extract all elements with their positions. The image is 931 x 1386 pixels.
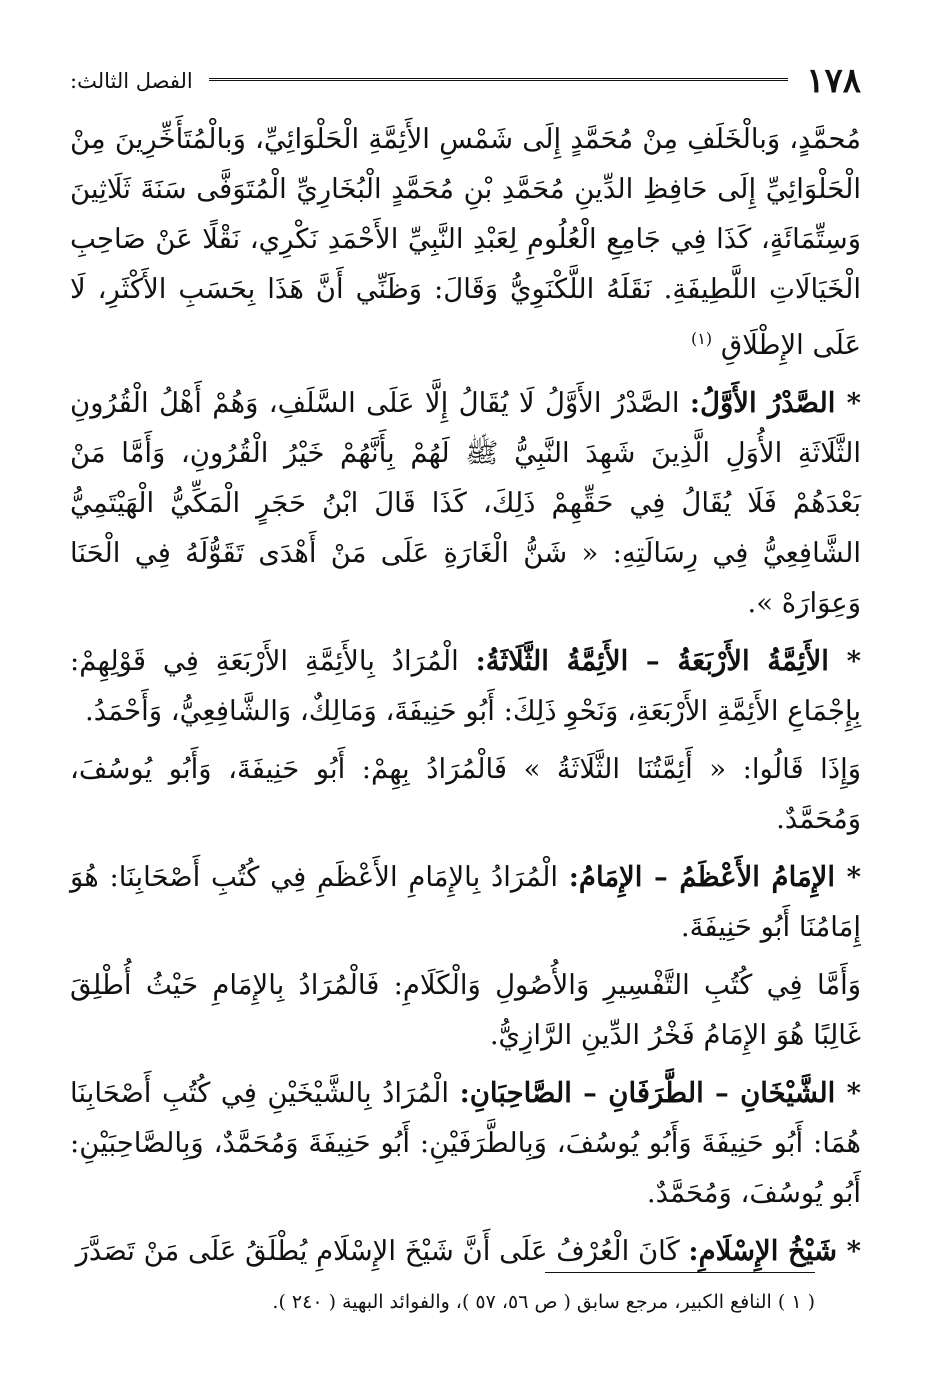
entry-four-imams bbox=[70, 636, 861, 736]
entry-text: الْمُرَادُ بِالشَّيْخَيْنِ فِي كُتُبِ أَصْحَابِنَا هُمَا: أَبُو حَنِيفَةَ وَأَبُو يُوسُفَ، وَبِالطَّرَفَيْنِ: أَبُو حَنِيفَةَ وَمُحَمَّدٌ، وَبِالصَّاحِبَيْنِ: أَبُو يُوسُفَ، وَمُحَمَّدٌ. bbox=[70, 1077, 861, 1210]
entry-text: الْمُرَادُ بِالإِمَامِ الأَعْظَمِ فِي كُتُبِ أَصْحَابِنَا: هُوَ إِمَامُنَا أَبُو حَنِيفَةَ. bbox=[70, 861, 861, 944]
footnote: ( ١ ) النافع الكبير، مرجع سابق ( ص ٥٦، ٥٧ )، والفوائد البهية ( ٢٤٠ ). bbox=[272, 1291, 815, 1313]
paragraph-text: وَإِذَا قَالُوا: « أَئِمَّتُنَا الثَّلَاثَةُ » فَالْمُرَادُ بِهِمْ: أَبُو حَنِيفَةَ، وَأَبُو يُوسُفَ، وَمُحَمَّدٌ. bbox=[70, 753, 861, 836]
entry-term: * الشَّيْخَانِ – الطَّرَفَانِ – الصَّاحِبَانِ: bbox=[459, 1077, 861, 1110]
entry-text: الْمُرَادُ بِالأَئِمَّةِ الأَرْبَعَةِ فِي قَوْلِهِمْ: بِإِجْمَاعِ الأَئِمَّةِ الأَرْبَعَةِ، وَنَحْوِ ذَلِكَ: أَبُو حَنِيفَةَ، وَمَالِكٌ، وَالشَّافِعِيُّ، وَأَحْمَدُ. bbox=[70, 645, 861, 728]
entry-text: الصَّدْرُ الأَوَّلُ لَا يُقَالُ إِلَّا عَلَى السَّلَفِ، وَهُمْ أَهْلُ الْقُرُونِ الثَّلَاثَةِ الأُوَلِ الَّذِينَ شَهِدَ النَّبِيُّ ﷺ لَهُمْ بِأَنَّهُمْ خَيْرُ الْقُرُونِ، وَأَمَّا مَنْ بَعْدَهُمْ فَلَا يُقَالُ فِي حَقِّهِمْ ذَلِكَ، كَذَا قَالَ ابْنُ حَجَرٍ الْمَكِّيُّ الْهَيْتَمِيُّ الشَّافِعِيُّ فِي رِسَالَتِهِ: « شَنُّ الْغَارَةِ عَلَى مَنْ أَهْدَى تَقَوُّلَهُ فِي الْحَنَا وَعِوَارَهْ ». bbox=[70, 387, 861, 620]
header-rule bbox=[209, 78, 788, 84]
entry-term: * الأَئِمَّةُ الأَرْبَعَةُ – الأَئِمَّةُ الثَّلَاثَةُ: bbox=[475, 645, 862, 678]
page-header bbox=[70, 62, 861, 100]
main-text bbox=[70, 114, 861, 1276]
entry-term: * شَيْخُ الإِسْلَامِ: bbox=[688, 1235, 861, 1268]
paragraph-three-imams bbox=[70, 744, 861, 844]
page-number: ١٧٨ bbox=[806, 61, 861, 101]
entry-term: * الإِمَامُ الأَعْظَمُ – الإِمَامُ: bbox=[568, 861, 861, 894]
paragraph-imam-razi bbox=[70, 960, 861, 1060]
footnotes bbox=[70, 1272, 815, 1317]
footnote-reference: (١) bbox=[691, 329, 713, 348]
entry-two-sheikhs bbox=[70, 1068, 861, 1218]
entry-greatest-imam bbox=[70, 852, 861, 952]
footnote-rule bbox=[545, 1272, 815, 1273]
entry-text: كَانَ الْعُرْفُ عَلَى أَنَّ شَيْخَ الإِسْلَامِ يُطْلَقُ عَلَى مَنْ تَصَدَّرَ bbox=[75, 1235, 680, 1268]
entry-first-generation bbox=[70, 378, 861, 628]
entry-sheikh-al-islam bbox=[70, 1226, 861, 1276]
paragraph-continuation bbox=[70, 114, 861, 370]
paragraph-text: وَأَمَّا فِي كُتُبِ التَّفْسِيرِ وَالأُصُولِ وَالْكَلَامِ: فَالْمُرَادُ بِالإِمَامِ حَيْثُ أُطْلِقَ غَالِبًا هُوَ الإِمَامُ فَخْرُ الدِّينِ الرَّازِيُّ. bbox=[70, 969, 861, 1052]
entry-term: * الصَّدْرُ الأَوَّلُ: bbox=[689, 387, 861, 420]
paragraph-text: مُحمَّدٍ، وَبالْخَلَفِ مِنْ مُحَمَّدٍ إِلَى شَمْسِ الأَئِمَّةِ الْحَلْوَائِيِّ، وَبالْمُتَأَخِّرِينَ مِنْ الْحَلْوَائِيِّ إِلَى حَافِظِ الدِّينِ مُحَمَّدِ بْنِ مُحَمَّدٍ الْبُخَارِيِّ الْمُتَوَفَّى سَنَةَ ثَلَاثِينَ وَسِتِّمَائَةٍ، كَذَا فِي جَامِعِ الْعُلُومِ لِعَبْدِ النَّبِيِّ الأَحْمَدِ نَكْرِي، نَقْلًا عَنْ صَاحِبِ الْخَيَالَاتِ اللَّطِيفَةِ. نَقَلَهُ اللَّكْنَوِيُّ وَقَالَ: وَظَنِّي أَنَّ هَذَا بِحَسَبِ الأَكْثَرِ، لَا عَلَى الإِطْلَاقِ bbox=[70, 123, 861, 362]
running-title: الفصل الثالث: bbox=[70, 69, 193, 93]
